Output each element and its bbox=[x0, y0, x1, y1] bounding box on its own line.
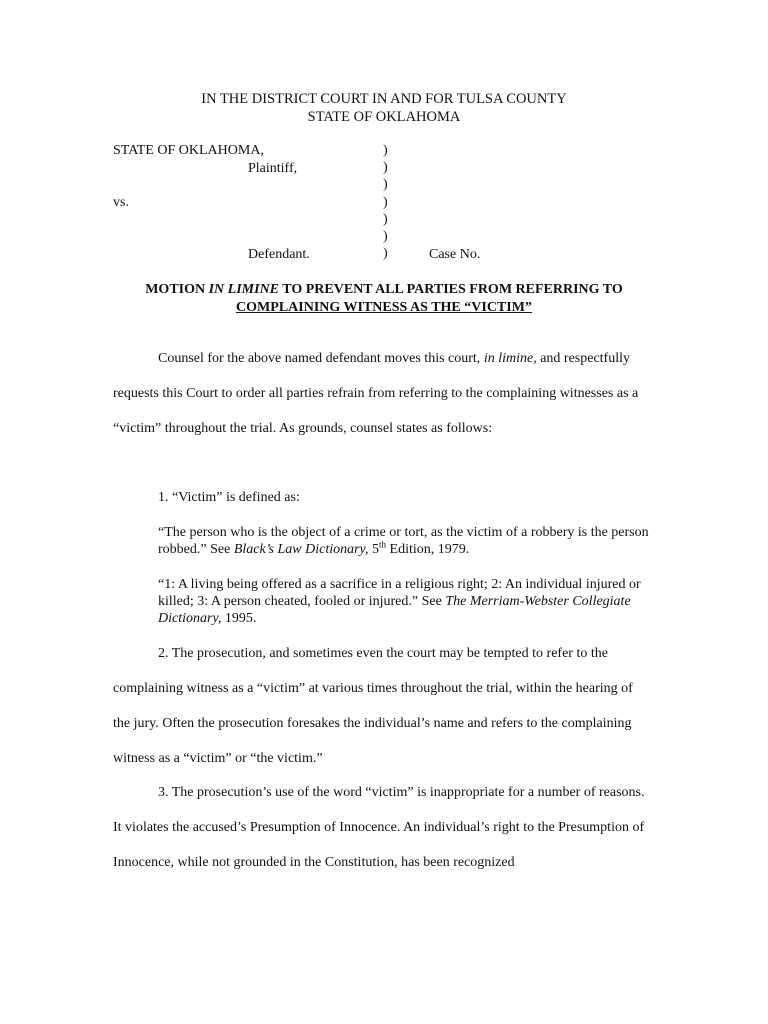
item-3-paragraph: 3. The prosecution’s use of the word “victim” is inappropriate for a number of reasons. It violates the accused’s Presumption of Innocence. An individual’s right to the Presumption of Innocence, while not grounded in the Constitution, has been recognized bbox=[113, 785, 645, 870]
caption-paren: ) bbox=[383, 177, 388, 193]
court-header bbox=[0, 90, 768, 126]
definition-quote-1: “The person who is the object of a crime or tort, as the victim of a robbery is the person robbed.” See Black’s Law Dictionary, 5th Edition, 1979. bbox=[158, 525, 649, 557]
plaintiff-label: Plaintiff, bbox=[248, 161, 298, 176]
intro-paragraph: Counsel for the above named defendant moves this court, in limine, and respectfully requests this Court to order all parties refrain from referring to the complaining witnesses as a “victim” throughout the trial. As grounds, counsel states as follows: bbox=[113, 351, 639, 436]
motion-title-line1: MOTION IN LIMINE TO PREVENT ALL PARTIES FROM REFERRING TO bbox=[145, 282, 623, 297]
plaintiff-name: STATE OF OKLAHOMA, bbox=[113, 143, 264, 158]
case-caption bbox=[113, 142, 533, 267]
case-number-label: Case No. bbox=[429, 247, 481, 262]
caption-paren: ) bbox=[383, 194, 388, 210]
caption-paren: ) bbox=[383, 246, 388, 262]
in-limine-italic: IN LIMINE bbox=[208, 282, 280, 297]
court-name: IN THE DISTRICT COURT IN AND FOR TULSA COUNTY bbox=[201, 91, 567, 107]
caption-paren: ) bbox=[383, 143, 388, 158]
item-1: 1. “Victim” is defined as: bbox=[158, 490, 300, 505]
motion-title bbox=[0, 281, 768, 317]
item-2-paragraph: 2. The prosecution, and sometimes even the court may be tempted to refer to the complaining witness as a “victim” at various times throughout the trial, within the hearing of the jury. Often the prosecution foresakes the individual’s name and refers to the complaining witness as a “victim” or “the victim.” bbox=[113, 646, 633, 766]
court-state: STATE OF OKLAHOMA bbox=[307, 109, 461, 125]
caption-paren: ) bbox=[383, 228, 388, 244]
definition-quote-2: “1: A living being offered as a sacrifice in a religious right; 2: An individual injured or killed; 3: A person cheated, fooled or injured.” See The Merriam-Webster Collegiate Dictionary, 1995. bbox=[158, 577, 641, 626]
caption-paren: ) bbox=[383, 211, 388, 227]
versus-label: vs. bbox=[113, 195, 129, 210]
motion-title-line2: COMPLAINING WITNESS AS THE “VICTIM” bbox=[236, 300, 532, 315]
caption-parentheses bbox=[383, 142, 388, 262]
caption-paren: ) bbox=[383, 160, 388, 176]
defendant-label: Defendant. bbox=[248, 247, 310, 262]
